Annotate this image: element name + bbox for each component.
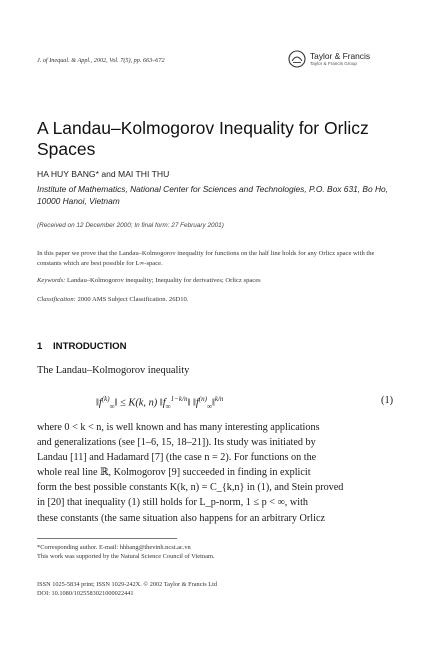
publisher-name: Taylor & Francis — [310, 51, 371, 61]
intro-sentence: The Landau–Kolmogorov inequality — [37, 365, 190, 376]
eq-rhs-end-sup: k/n — [214, 395, 224, 403]
eq-rhs-end: ‖ — [211, 397, 215, 409]
eq-mid-sup: 1−k/n — [170, 395, 188, 403]
publisher-tagline: Taylor & Francis Group — [310, 61, 357, 66]
issn-block — [37, 580, 401, 598]
author-affiliation: Institute of Mathematics, National Center for Sciences and Technologies, P.O. Box 631, Bo Ho, 10000 Hanoi, Vietnam — [37, 184, 389, 206]
journal-citation: J. of Inequal. & Appl., 2002, Vol. 7(5), pp. 663–672 — [37, 57, 165, 64]
section-title: INTRODUCTION — [53, 341, 127, 352]
classification — [37, 296, 399, 303]
paper-title: A Landau–Kolmogorov Inequality for Orlicz Spaces — [37, 118, 369, 159]
section-heading — [37, 341, 397, 352]
publisher-logo — [288, 50, 398, 72]
eq-lhs-sub: ∞ — [109, 402, 115, 411]
keywords-text: Landau–Kolmogorov inequality; Inequality for derivatives; Orlicz spaces — [66, 277, 261, 284]
eq-mid: ‖ ≤ K(k, n) ‖f — [114, 397, 166, 409]
equation-number: (1) — [381, 395, 394, 406]
keywords-label: Keywords: — [37, 277, 66, 284]
body-line: form the best possible constants K(k, n) = C_{k,n} in (1), and Stein proved — [37, 482, 344, 494]
footnote-corresponding-author: *Corresponding author. E-mail: hhbang@thevinh.ncst.ac.vn — [37, 544, 191, 551]
received-dates: (Received on 12 December 2000; In final form: 27 February 2001) — [37, 222, 224, 229]
publisher-logo-icon — [288, 50, 306, 68]
footnote-divider — [37, 538, 177, 539]
eq-rhs-sub: ∞ — [206, 402, 212, 411]
eq-rhs: ‖ ‖f — [187, 397, 199, 409]
eq-lhs: ‖f — [96, 397, 102, 409]
abstract: In this paper we prove that the Landau–Kolmogorov inequality for functions on the half line holds for any Orlicz space with the constants which are best possible for L∞-space. — [37, 250, 375, 267]
footnote-funding: This work was supported by the Natural Science Council of Vietnam. — [37, 553, 215, 560]
body-line: in [20] that inequality (1) still holds for L_p-norm, 1 ≤ p < ∞, with — [37, 497, 308, 509]
keywords — [37, 277, 399, 284]
body-line: whole real line ℝ, Kolmogorov [9] succeeded in finding in explicit — [37, 467, 311, 479]
body-line: and generalizations (see [1–6, 15, 18–21]). Its study was initiated by — [37, 437, 316, 449]
classification-label: Classification: — [37, 296, 76, 303]
body-line: Landau [11] and Hadamard [7] (the case n = 2). For functions on the — [37, 452, 317, 464]
body-line: these constants (the same situation also happens for an arbitrary Orlicz — [37, 512, 325, 524]
eq-lhs-sup: (k) — [101, 395, 110, 403]
eq-rhs-sup: (n) — [198, 395, 207, 403]
section-number: 1 — [37, 341, 43, 352]
doi-line: DOI: 10.1080/1025583021000022441 — [37, 590, 134, 597]
eq-mid-sub: ∞ — [165, 402, 171, 411]
body-line: where 0 < k < n, is well known and has many interesting applications — [37, 422, 320, 433]
classification-text: 2000 AMS Subject Classification. 26D10. — [77, 296, 189, 303]
issn-line: ISSN 1025-5834 print; ISSN 1029-242X. © 2002 Taylor & Francis Ltd — [37, 581, 218, 588]
body-paragraph — [37, 420, 401, 526]
paper-authors: HA HUY BANG* and MAI THI THU — [37, 169, 170, 179]
equation-1 — [96, 395, 346, 411]
footnotes — [37, 543, 401, 561]
